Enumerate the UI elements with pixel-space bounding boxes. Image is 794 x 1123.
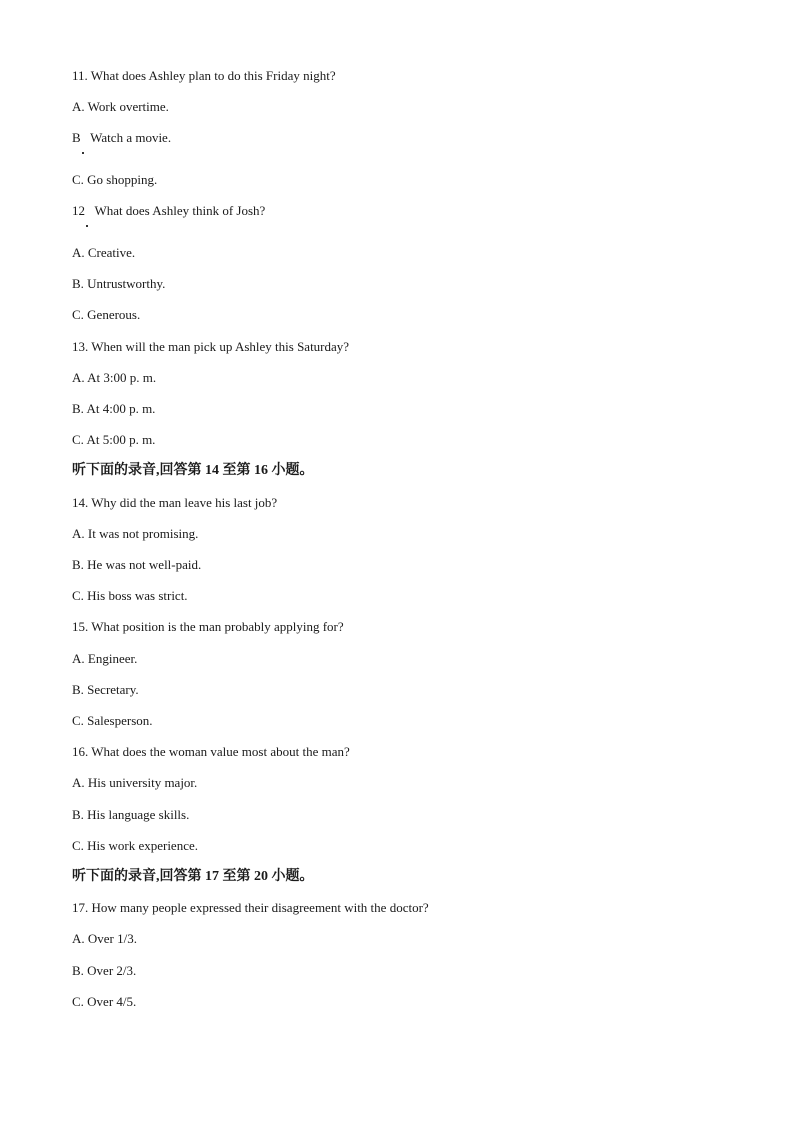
option-15-b: B. Secretary. — [72, 682, 139, 697]
option-16-b: B. His language skills. — [72, 807, 190, 822]
section-heading-14-16: 听下面的录音,回答第 14 至第 16 小题。 — [72, 463, 314, 478]
question-13: 13. When will the man pick up Ashley this Saturday? — [72, 339, 350, 354]
option-17-c: C. Over 4/5. — [72, 994, 137, 1009]
option-11-c: C. Go shopping. — [72, 172, 158, 187]
question-17: 17. How many people expressed their disagreement with the doctor? — [72, 900, 429, 915]
question-12: 12 What does Ashley think of Josh? — [72, 203, 266, 218]
question-15: 15. What position is the man probably applying for? — [72, 619, 344, 634]
option-11-a: A. Work overtime. — [72, 99, 169, 114]
section-heading-17-20: 听下面的录音,回答第 17 至第 20 小题。 — [72, 869, 314, 884]
question-14: 14. Why did the man leave his last job? — [72, 495, 278, 510]
option-14-a: A. It was not promising. — [72, 526, 199, 541]
option-11-b: B Watch a movie. — [72, 130, 172, 145]
option-14-b: B. He was not well-paid. — [72, 557, 202, 572]
option-14-c: C. His boss was strict. — [72, 588, 188, 603]
option-13-b: B. At 4:00 p. m. — [72, 401, 156, 416]
option-16-c: C. His work experience. — [72, 838, 198, 853]
stray-dot — [86, 225, 88, 227]
option-12-b: B. Untrustworthy. — [72, 276, 166, 291]
option-17-b: B. Over 2/3. — [72, 963, 137, 978]
stray-dot — [82, 152, 84, 154]
question-16: 16. What does the woman value most about the man? — [72, 744, 350, 759]
option-17-a: A. Over 1/3. — [72, 931, 137, 946]
option-15-a: A. Engineer. — [72, 651, 138, 666]
option-15-c: C. Salesperson. — [72, 713, 153, 728]
option-16-a: A. His university major. — [72, 775, 198, 790]
option-13-a: A. At 3:00 p. m. — [72, 370, 157, 385]
option-13-c: C. At 5:00 p. m. — [72, 432, 156, 447]
option-12-c: C. Generous. — [72, 307, 141, 322]
option-12-a: A. Creative. — [72, 245, 136, 260]
question-11: 11. What does Ashley plan to do this Friday night? — [72, 68, 336, 83]
